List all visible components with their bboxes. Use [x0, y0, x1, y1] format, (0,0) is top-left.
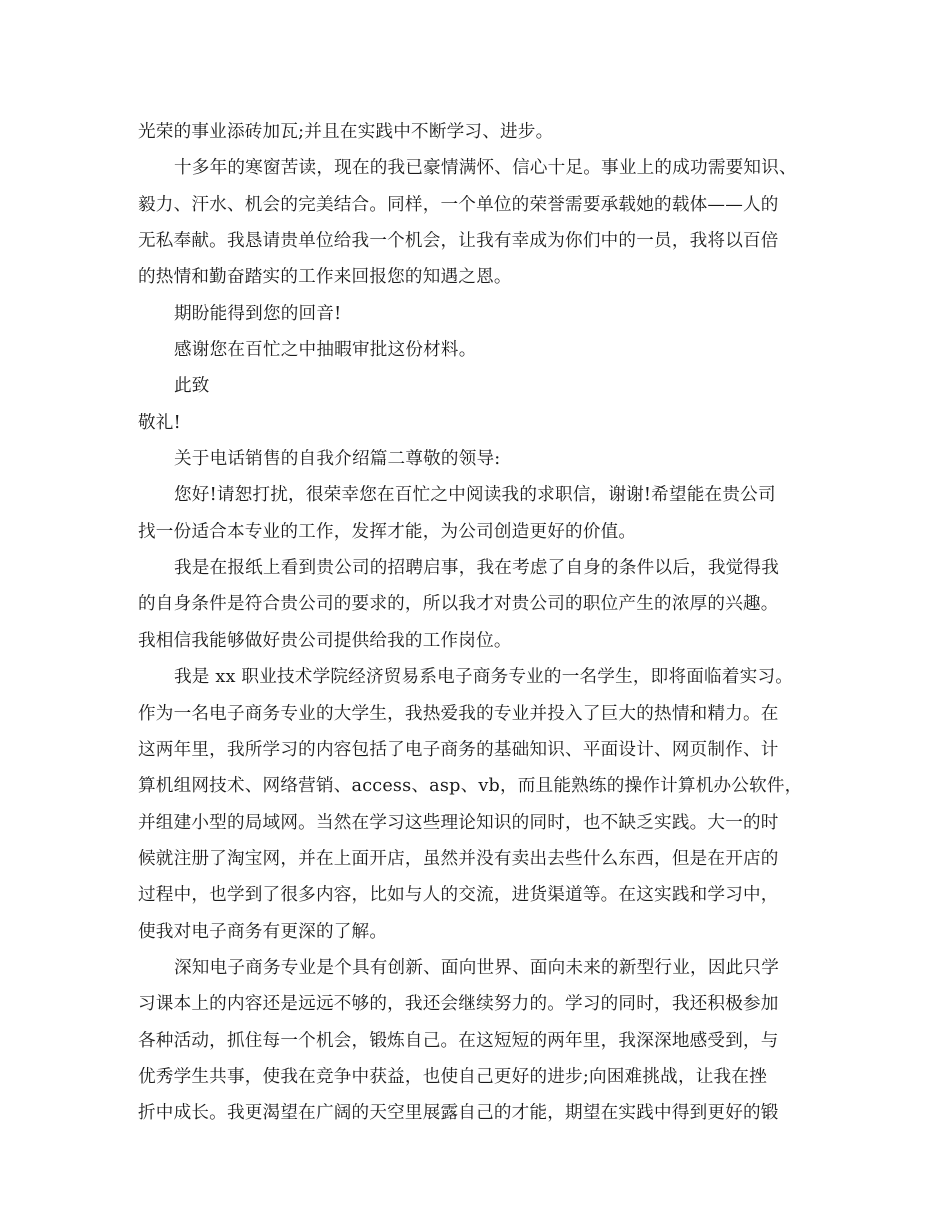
text-line: 使我对电子商务有更深的了解。: [138, 921, 388, 942]
text-line: 我是 xx 职业技术学院经济贸易系电子商务专业的一名学生，即将面临着实习。: [174, 667, 794, 688]
text-line: 十多年的寒窗苦读，现在的我已豪情满怀、信心十足。事业上的成功需要知识、: [174, 158, 797, 179]
text-line: 关于电话销售的自我介绍篇二尊敬的领导:: [174, 449, 501, 470]
text-line: 各种活动，抓住每一个机会，锻炼自己。在这短短的两年里，我深深地感受到，与: [138, 1030, 779, 1051]
text-line: 深知电子商务专业是个具有创新、面向世界、面向未来的新型行业，因此只学: [174, 957, 779, 978]
text-line: 优秀学生共事，使我在竞争中获益，也使自己更好的进步;向困难挑战，让我在挫: [138, 1066, 767, 1087]
text-line: 敬礼!: [138, 412, 181, 433]
text-line: 并组建小型的局域网。当然在学习这些理论知识的同时，也不缺乏实践。大一的时: [138, 812, 779, 833]
text-line: 光荣的事业添砖加瓦;并且在实践中不断学习、进步。: [138, 122, 554, 142]
text-line: 此致: [174, 376, 210, 397]
text-line: 的自身条件是符合贵公司的要求的，所以我才对贵公司的职位产生的浓厚的兴趣。: [138, 594, 779, 615]
text-line: 我是在报纸上看到贵公司的招聘启事，我在考虑了自身的条件以后，我觉得我: [174, 558, 779, 579]
text-line: 期盼能得到您的回音!: [174, 303, 342, 324]
text-line: 毅力、汗水、机会的完美结合。同样，一个单位的荣誉需要承载她的载体——人的: [138, 194, 779, 215]
text-line: 候就注册了淘宝网，并在上面开店，虽然并没有卖出去些什么东西，但是在开店的: [138, 848, 779, 869]
text-line: 作为一名电子商务专业的大学生，我热爱我的专业并投入了巨大的热情和精力。在: [138, 703, 779, 724]
text-line: 这两年里，我所学习的内容包括了电子商务的基础知识、平面设计、网页制作、计: [138, 739, 779, 760]
text-line: 算机组网技术、网络营销、access、asp、vb，而且能熟练的操作计算机办公软件，: [138, 776, 803, 797]
text-line: 的热情和勤奋踏实的工作来回报您的知遇之恩。: [138, 267, 512, 288]
text-line: 折中成长。我更渴望在广阔的天空里展露自己的才能，期望在实践中得到更好的锻: [138, 1103, 779, 1124]
text-line: 找一份适合本专业的工作，发挥才能，为公司创造更好的价值。: [138, 521, 637, 542]
text-line: 我相信我能够做好贵公司提供给我的工作岗位。: [138, 630, 512, 651]
text-line: 您好!请恕打扰，很荣幸您在百忙之中阅读我的求职信，谢谢!希望能在贵公司: [174, 485, 776, 506]
text-line: 感谢您在百忙之中抽暇审批这份材料。: [174, 340, 477, 361]
text-line: 无私奉献。我恳请贵单位给我一个机会，让我有幸成为你们中的一员，我将以百倍: [138, 231, 779, 252]
document-body: [138, 114, 828, 1132]
text-line: 习课本上的内容还是远远不够的，我还会继续努力的。学习的同时，我还积极参加: [138, 994, 779, 1015]
text-line: 过程中，也学到了很多内容，比如与人的交流，进货渠道等。在这实践和学习中，: [138, 885, 779, 906]
